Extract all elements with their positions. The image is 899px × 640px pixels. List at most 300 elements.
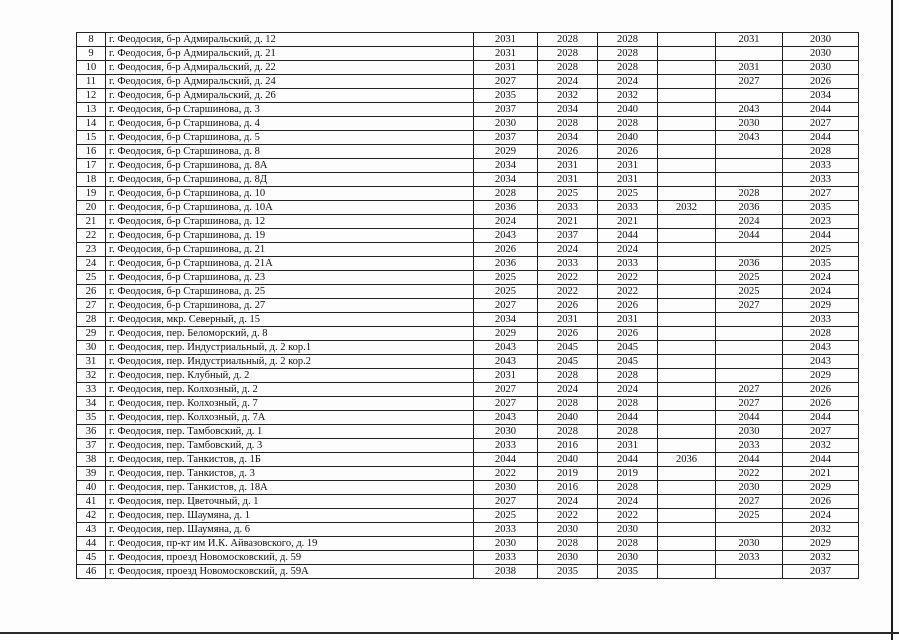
year-col-4 bbox=[658, 173, 716, 187]
year-col-2: 2037 bbox=[538, 229, 598, 243]
row-number: 33 bbox=[77, 383, 106, 397]
row-address: г. Феодосия, б-р Старшинова, д. 8 bbox=[106, 145, 474, 159]
year-col-5 bbox=[716, 173, 783, 187]
year-col-5: 2024 bbox=[716, 215, 783, 229]
row-address: г. Феодосия, б-р Старшинова, д. 10 bbox=[106, 187, 474, 201]
table-row bbox=[77, 383, 859, 397]
year-col-2: 2028 bbox=[538, 369, 598, 383]
year-col-6: 2024 bbox=[783, 285, 859, 299]
year-col-3: 2028 bbox=[598, 33, 658, 47]
year-col-6: 2027 bbox=[783, 425, 859, 439]
row-number: 10 bbox=[77, 61, 106, 75]
year-col-6: 2034 bbox=[783, 89, 859, 103]
table-row bbox=[77, 271, 859, 285]
year-col-1: 2028 bbox=[474, 187, 538, 201]
year-col-1: 2033 bbox=[474, 439, 538, 453]
year-col-1: 2036 bbox=[474, 257, 538, 271]
year-col-3: 2022 bbox=[598, 509, 658, 523]
year-col-5: 2043 bbox=[716, 103, 783, 117]
year-col-2: 2016 bbox=[538, 439, 598, 453]
year-col-3: 2028 bbox=[598, 397, 658, 411]
year-col-2: 2028 bbox=[538, 425, 598, 439]
year-col-1: 2034 bbox=[474, 313, 538, 327]
year-col-2: 2028 bbox=[538, 61, 598, 75]
year-col-5 bbox=[716, 565, 783, 579]
year-col-5: 2027 bbox=[716, 75, 783, 89]
row-address: г. Феодосия, пер. Колхозный, д. 7А bbox=[106, 411, 474, 425]
year-col-6: 2037 bbox=[783, 565, 859, 579]
row-address: г. Феодосия, б-р Старшинова, д. 10А bbox=[106, 201, 474, 215]
row-number: 11 bbox=[77, 75, 106, 89]
year-col-4 bbox=[658, 467, 716, 481]
table-row bbox=[77, 117, 859, 131]
year-col-5: 2044 bbox=[716, 411, 783, 425]
year-col-1: 2027 bbox=[474, 299, 538, 313]
row-address: г. Феодосия, пер. Танкистов, д. 18А bbox=[106, 481, 474, 495]
row-address: г. Феодосия, б-р Старшинова, д. 23 bbox=[106, 271, 474, 285]
year-col-6: 2044 bbox=[783, 411, 859, 425]
year-col-1: 2043 bbox=[474, 341, 538, 355]
row-number: 39 bbox=[77, 467, 106, 481]
row-address: г. Феодосия, б-р Старшинова, д. 5 bbox=[106, 131, 474, 145]
year-col-3: 2028 bbox=[598, 369, 658, 383]
year-col-6: 2035 bbox=[783, 257, 859, 271]
row-number: 20 bbox=[77, 201, 106, 215]
year-col-6: 2029 bbox=[783, 369, 859, 383]
year-col-2: 2022 bbox=[538, 271, 598, 285]
year-col-2: 2024 bbox=[538, 243, 598, 257]
table-row bbox=[77, 187, 859, 201]
row-address: г. Феодосия, пер. Шаумяна, д. 1 bbox=[106, 509, 474, 523]
row-number: 21 bbox=[77, 215, 106, 229]
year-col-3: 2045 bbox=[598, 355, 658, 369]
year-col-3: 2028 bbox=[598, 537, 658, 551]
year-col-2: 2022 bbox=[538, 285, 598, 299]
year-col-5: 2025 bbox=[716, 285, 783, 299]
year-col-2: 2028 bbox=[538, 117, 598, 131]
year-col-1: 2026 bbox=[474, 243, 538, 257]
table-row bbox=[77, 131, 859, 145]
year-col-3: 2024 bbox=[598, 495, 658, 509]
year-col-4 bbox=[658, 257, 716, 271]
table-row bbox=[77, 565, 859, 579]
table-row bbox=[77, 285, 859, 299]
year-col-4 bbox=[658, 495, 716, 509]
row-address: г. Феодосия, пер. Клубный, д. 2 bbox=[106, 369, 474, 383]
year-col-5 bbox=[716, 355, 783, 369]
row-address: г. Феодосия, б-р Старшинова, д. 19 bbox=[106, 229, 474, 243]
row-number: 26 bbox=[77, 285, 106, 299]
row-number: 34 bbox=[77, 397, 106, 411]
year-col-6: 2030 bbox=[783, 33, 859, 47]
year-col-1: 2022 bbox=[474, 467, 538, 481]
year-col-6: 2044 bbox=[783, 131, 859, 145]
year-col-6: 2044 bbox=[783, 229, 859, 243]
year-col-3: 2028 bbox=[598, 481, 658, 495]
year-col-6: 2024 bbox=[783, 509, 859, 523]
year-col-5 bbox=[716, 159, 783, 173]
year-col-6: 2044 bbox=[783, 103, 859, 117]
year-col-6: 2029 bbox=[783, 537, 859, 551]
year-col-1: 2029 bbox=[474, 327, 538, 341]
row-address: г. Феодосия, пер. Шаумяна, д. 6 bbox=[106, 523, 474, 537]
year-col-6: 2043 bbox=[783, 355, 859, 369]
year-col-5 bbox=[716, 313, 783, 327]
row-address: г. Феодосия, пер. Танкистов, д. 1Б bbox=[106, 453, 474, 467]
year-col-6: 2032 bbox=[783, 439, 859, 453]
year-col-4: 2032 bbox=[658, 201, 716, 215]
year-col-3: 2026 bbox=[598, 145, 658, 159]
year-col-3: 2022 bbox=[598, 285, 658, 299]
year-col-6: 2033 bbox=[783, 313, 859, 327]
year-col-5 bbox=[716, 341, 783, 355]
table-row bbox=[77, 313, 859, 327]
year-col-2: 2028 bbox=[538, 33, 598, 47]
year-col-5: 2044 bbox=[716, 229, 783, 243]
year-col-4 bbox=[658, 243, 716, 257]
row-address: г. Феодосия, б-р Старшинова, д. 8Д bbox=[106, 173, 474, 187]
year-col-4 bbox=[658, 425, 716, 439]
year-col-4 bbox=[658, 383, 716, 397]
year-col-6: 2026 bbox=[783, 495, 859, 509]
year-col-1: 2030 bbox=[474, 537, 538, 551]
year-col-4 bbox=[658, 229, 716, 243]
year-col-2: 2028 bbox=[538, 397, 598, 411]
row-address: г. Феодосия, б-р Адмиральский, д. 22 bbox=[106, 61, 474, 75]
year-col-1: 2038 bbox=[474, 565, 538, 579]
year-col-5: 2030 bbox=[716, 481, 783, 495]
year-col-3: 2031 bbox=[598, 439, 658, 453]
year-col-6: 2021 bbox=[783, 467, 859, 481]
year-col-2: 2030 bbox=[538, 523, 598, 537]
year-col-1: 2043 bbox=[474, 229, 538, 243]
year-col-5: 2033 bbox=[716, 439, 783, 453]
year-col-4 bbox=[658, 145, 716, 159]
table-row bbox=[77, 467, 859, 481]
row-address: г. Феодосия, пер. Колхозный, д. 2 bbox=[106, 383, 474, 397]
row-address: г. Феодосия, б-р Старшинова, д. 27 bbox=[106, 299, 474, 313]
year-col-3: 2024 bbox=[598, 243, 658, 257]
row-address: г. Феодосия, б-р Старшинова, д. 8А bbox=[106, 159, 474, 173]
year-col-5 bbox=[716, 523, 783, 537]
row-address: г. Феодосия, пер. Цветочный, д. 1 bbox=[106, 495, 474, 509]
year-col-1: 2031 bbox=[474, 61, 538, 75]
table-row bbox=[77, 33, 859, 47]
year-col-2: 2033 bbox=[538, 201, 598, 215]
year-col-4 bbox=[658, 215, 716, 229]
row-number: 46 bbox=[77, 565, 106, 579]
row-address: г. Феодосия, б-р Адмиральский, д. 12 bbox=[106, 33, 474, 47]
table-row bbox=[77, 327, 859, 341]
year-col-4 bbox=[658, 397, 716, 411]
year-col-2: 2019 bbox=[538, 467, 598, 481]
year-col-2: 2032 bbox=[538, 89, 598, 103]
table-row bbox=[77, 89, 859, 103]
year-col-3: 2028 bbox=[598, 117, 658, 131]
year-col-3: 2019 bbox=[598, 467, 658, 481]
year-col-2: 2021 bbox=[538, 215, 598, 229]
year-col-5: 2025 bbox=[716, 271, 783, 285]
year-col-5 bbox=[716, 327, 783, 341]
year-col-5: 2033 bbox=[716, 551, 783, 565]
row-number: 27 bbox=[77, 299, 106, 313]
year-col-6: 2026 bbox=[783, 397, 859, 411]
row-number: 15 bbox=[77, 131, 106, 145]
year-col-5: 2027 bbox=[716, 383, 783, 397]
year-col-2: 2028 bbox=[538, 47, 598, 61]
year-col-6: 2026 bbox=[783, 75, 859, 89]
year-col-3: 2028 bbox=[598, 47, 658, 61]
year-col-5: 2030 bbox=[716, 117, 783, 131]
row-number: 38 bbox=[77, 453, 106, 467]
year-col-4 bbox=[658, 537, 716, 551]
year-col-6: 2030 bbox=[783, 61, 859, 75]
table-row bbox=[77, 439, 859, 453]
row-number: 23 bbox=[77, 243, 106, 257]
year-col-1: 2030 bbox=[474, 425, 538, 439]
year-col-5: 2028 bbox=[716, 187, 783, 201]
year-col-5 bbox=[716, 47, 783, 61]
year-col-3: 2026 bbox=[598, 299, 658, 313]
year-col-2: 2028 bbox=[538, 537, 598, 551]
row-number: 14 bbox=[77, 117, 106, 131]
year-col-2: 2025 bbox=[538, 187, 598, 201]
row-address: г. Феодосия, пр-кт им И.К. Айвазовского, д. 19 bbox=[106, 537, 474, 551]
year-col-3: 2044 bbox=[598, 229, 658, 243]
year-col-2: 2022 bbox=[538, 509, 598, 523]
year-col-1: 2031 bbox=[474, 369, 538, 383]
year-col-2: 2031 bbox=[538, 159, 598, 173]
year-col-4 bbox=[658, 131, 716, 145]
row-address: г. Феодосия, б-р Старшинова, д. 21 bbox=[106, 243, 474, 257]
year-col-4 bbox=[658, 75, 716, 89]
year-col-5: 2022 bbox=[716, 467, 783, 481]
row-address: г. Феодосия, пер. Танкистов, д. 3 bbox=[106, 467, 474, 481]
year-col-2: 2031 bbox=[538, 313, 598, 327]
year-col-3: 2040 bbox=[598, 131, 658, 145]
year-col-4 bbox=[658, 355, 716, 369]
table-row bbox=[77, 495, 859, 509]
year-col-1: 2031 bbox=[474, 47, 538, 61]
year-col-5 bbox=[716, 89, 783, 103]
year-col-4 bbox=[658, 187, 716, 201]
year-col-2: 2040 bbox=[538, 453, 598, 467]
year-col-3: 2044 bbox=[598, 411, 658, 425]
year-col-3: 2033 bbox=[598, 201, 658, 215]
year-col-5: 2030 bbox=[716, 537, 783, 551]
year-col-3: 2031 bbox=[598, 159, 658, 173]
year-col-3: 2040 bbox=[598, 103, 658, 117]
row-address: г. Феодосия, б-р Старшинова, д. 12 bbox=[106, 215, 474, 229]
table-row bbox=[77, 551, 859, 565]
row-address: г. Феодосия, пер. Индустриальный, д. 2 кор.1 bbox=[106, 341, 474, 355]
year-col-6: 2035 bbox=[783, 201, 859, 215]
year-col-4 bbox=[658, 523, 716, 537]
row-number: 9 bbox=[77, 47, 106, 61]
row-address: г. Феодосия, пер. Колхозный, д. 7 bbox=[106, 397, 474, 411]
table-body bbox=[77, 33, 859, 579]
table-row bbox=[77, 537, 859, 551]
table-row bbox=[77, 509, 859, 523]
row-number: 44 bbox=[77, 537, 106, 551]
scan-edge-right bbox=[891, 0, 893, 640]
year-col-3: 2033 bbox=[598, 257, 658, 271]
row-number: 29 bbox=[77, 327, 106, 341]
year-col-2: 2040 bbox=[538, 411, 598, 425]
table-row bbox=[77, 453, 859, 467]
row-address: г. Феодосия, б-р Старшинова, д. 25 bbox=[106, 285, 474, 299]
year-col-4 bbox=[658, 369, 716, 383]
row-number: 42 bbox=[77, 509, 106, 523]
table-row bbox=[77, 173, 859, 187]
schedule-table bbox=[76, 32, 859, 579]
year-col-5 bbox=[716, 243, 783, 257]
year-col-4 bbox=[658, 103, 716, 117]
year-col-2: 2024 bbox=[538, 495, 598, 509]
year-col-1: 2030 bbox=[474, 481, 538, 495]
year-col-5 bbox=[716, 369, 783, 383]
year-col-3: 2022 bbox=[598, 271, 658, 285]
year-col-3: 2031 bbox=[598, 313, 658, 327]
year-col-1: 2033 bbox=[474, 523, 538, 537]
year-col-2: 2026 bbox=[538, 299, 598, 313]
row-number: 28 bbox=[77, 313, 106, 327]
year-col-5: 2031 bbox=[716, 33, 783, 47]
row-address: г. Феодосия, проезд Новомосковский, д. 59А bbox=[106, 565, 474, 579]
year-col-2: 2031 bbox=[538, 173, 598, 187]
row-address: г. Феодосия, б-р Адмиральский, д. 21 bbox=[106, 47, 474, 61]
table-row bbox=[77, 75, 859, 89]
row-address: г. Феодосия, б-р Старшинова, д. 4 bbox=[106, 117, 474, 131]
year-col-3: 2028 bbox=[598, 61, 658, 75]
year-col-2: 2026 bbox=[538, 327, 598, 341]
table-row bbox=[77, 425, 859, 439]
year-col-1: 2031 bbox=[474, 33, 538, 47]
year-col-4 bbox=[658, 411, 716, 425]
table-row bbox=[77, 411, 859, 425]
row-number: 37 bbox=[77, 439, 106, 453]
year-col-1: 2027 bbox=[474, 397, 538, 411]
table-row bbox=[77, 201, 859, 215]
year-col-5: 2031 bbox=[716, 61, 783, 75]
year-col-6: 2027 bbox=[783, 117, 859, 131]
year-col-4 bbox=[658, 327, 716, 341]
row-address: г. Феодосия, б-р Старшинова, д. 21А bbox=[106, 257, 474, 271]
row-address: г. Феодосия, пер. Тамбовский, д. 1 bbox=[106, 425, 474, 439]
year-col-4 bbox=[658, 159, 716, 173]
year-col-3: 2026 bbox=[598, 327, 658, 341]
year-col-2: 2026 bbox=[538, 145, 598, 159]
year-col-4 bbox=[658, 117, 716, 131]
year-col-3: 2030 bbox=[598, 523, 658, 537]
year-col-6: 2032 bbox=[783, 551, 859, 565]
year-col-1: 2024 bbox=[474, 215, 538, 229]
row-number: 25 bbox=[77, 271, 106, 285]
year-col-2: 2024 bbox=[538, 75, 598, 89]
scan-edge-bottom bbox=[0, 632, 899, 634]
year-col-3: 2021 bbox=[598, 215, 658, 229]
year-col-4 bbox=[658, 89, 716, 103]
year-col-3: 2024 bbox=[598, 383, 658, 397]
year-col-2: 2016 bbox=[538, 481, 598, 495]
table-row bbox=[77, 229, 859, 243]
year-col-4 bbox=[658, 299, 716, 313]
row-number: 41 bbox=[77, 495, 106, 509]
row-address: г. Феодосия, б-р Адмиральский, д. 24 bbox=[106, 75, 474, 89]
table-row bbox=[77, 397, 859, 411]
year-col-5: 2030 bbox=[716, 425, 783, 439]
row-number: 17 bbox=[77, 159, 106, 173]
row-number: 8 bbox=[77, 33, 106, 47]
row-address: г. Феодосия, б-р Адмиральский, д. 26 bbox=[106, 89, 474, 103]
year-col-6: 2033 bbox=[783, 173, 859, 187]
year-col-1: 2036 bbox=[474, 201, 538, 215]
year-col-6: 2043 bbox=[783, 341, 859, 355]
year-col-2: 2034 bbox=[538, 103, 598, 117]
row-number: 30 bbox=[77, 341, 106, 355]
row-number: 12 bbox=[77, 89, 106, 103]
year-col-6: 2033 bbox=[783, 159, 859, 173]
row-number: 35 bbox=[77, 411, 106, 425]
year-col-2: 2024 bbox=[538, 383, 598, 397]
year-col-6: 2024 bbox=[783, 271, 859, 285]
year-col-3: 2045 bbox=[598, 341, 658, 355]
year-col-5: 2036 bbox=[716, 201, 783, 215]
row-number: 22 bbox=[77, 229, 106, 243]
year-col-6: 2025 bbox=[783, 243, 859, 257]
row-address: г. Феодосия, пер. Индустриальный, д. 2 кор.2 bbox=[106, 355, 474, 369]
year-col-3: 2025 bbox=[598, 187, 658, 201]
table-row bbox=[77, 145, 859, 159]
year-col-1: 2043 bbox=[474, 411, 538, 425]
table-row bbox=[77, 257, 859, 271]
year-col-6: 2028 bbox=[783, 327, 859, 341]
year-col-5: 2027 bbox=[716, 495, 783, 509]
year-col-3: 2031 bbox=[598, 173, 658, 187]
year-col-1: 2029 bbox=[474, 145, 538, 159]
year-col-2: 2030 bbox=[538, 551, 598, 565]
year-col-4 bbox=[658, 565, 716, 579]
year-col-1: 2030 bbox=[474, 117, 538, 131]
table-row bbox=[77, 215, 859, 229]
year-col-5: 2027 bbox=[716, 299, 783, 313]
row-address: г. Феодосия, пер. Беломорский, д. 8 bbox=[106, 327, 474, 341]
year-col-6: 2032 bbox=[783, 523, 859, 537]
table-row bbox=[77, 243, 859, 257]
year-col-1: 2027 bbox=[474, 383, 538, 397]
row-number: 13 bbox=[77, 103, 106, 117]
year-col-4 bbox=[658, 551, 716, 565]
year-col-4 bbox=[658, 33, 716, 47]
year-col-3: 2035 bbox=[598, 565, 658, 579]
table-row bbox=[77, 523, 859, 537]
year-col-4 bbox=[658, 313, 716, 327]
year-col-6: 2023 bbox=[783, 215, 859, 229]
year-col-1: 2044 bbox=[474, 453, 538, 467]
year-col-4 bbox=[658, 481, 716, 495]
year-col-1: 2034 bbox=[474, 159, 538, 173]
year-col-3: 2030 bbox=[598, 551, 658, 565]
year-col-6: 2028 bbox=[783, 145, 859, 159]
year-col-5: 2043 bbox=[716, 131, 783, 145]
row-number: 43 bbox=[77, 523, 106, 537]
table-row bbox=[77, 47, 859, 61]
row-number: 36 bbox=[77, 425, 106, 439]
table-row bbox=[77, 355, 859, 369]
year-col-3: 2024 bbox=[598, 75, 658, 89]
table-row bbox=[77, 481, 859, 495]
row-address: г. Феодосия, проезд Новомосковский, д. 59 bbox=[106, 551, 474, 565]
